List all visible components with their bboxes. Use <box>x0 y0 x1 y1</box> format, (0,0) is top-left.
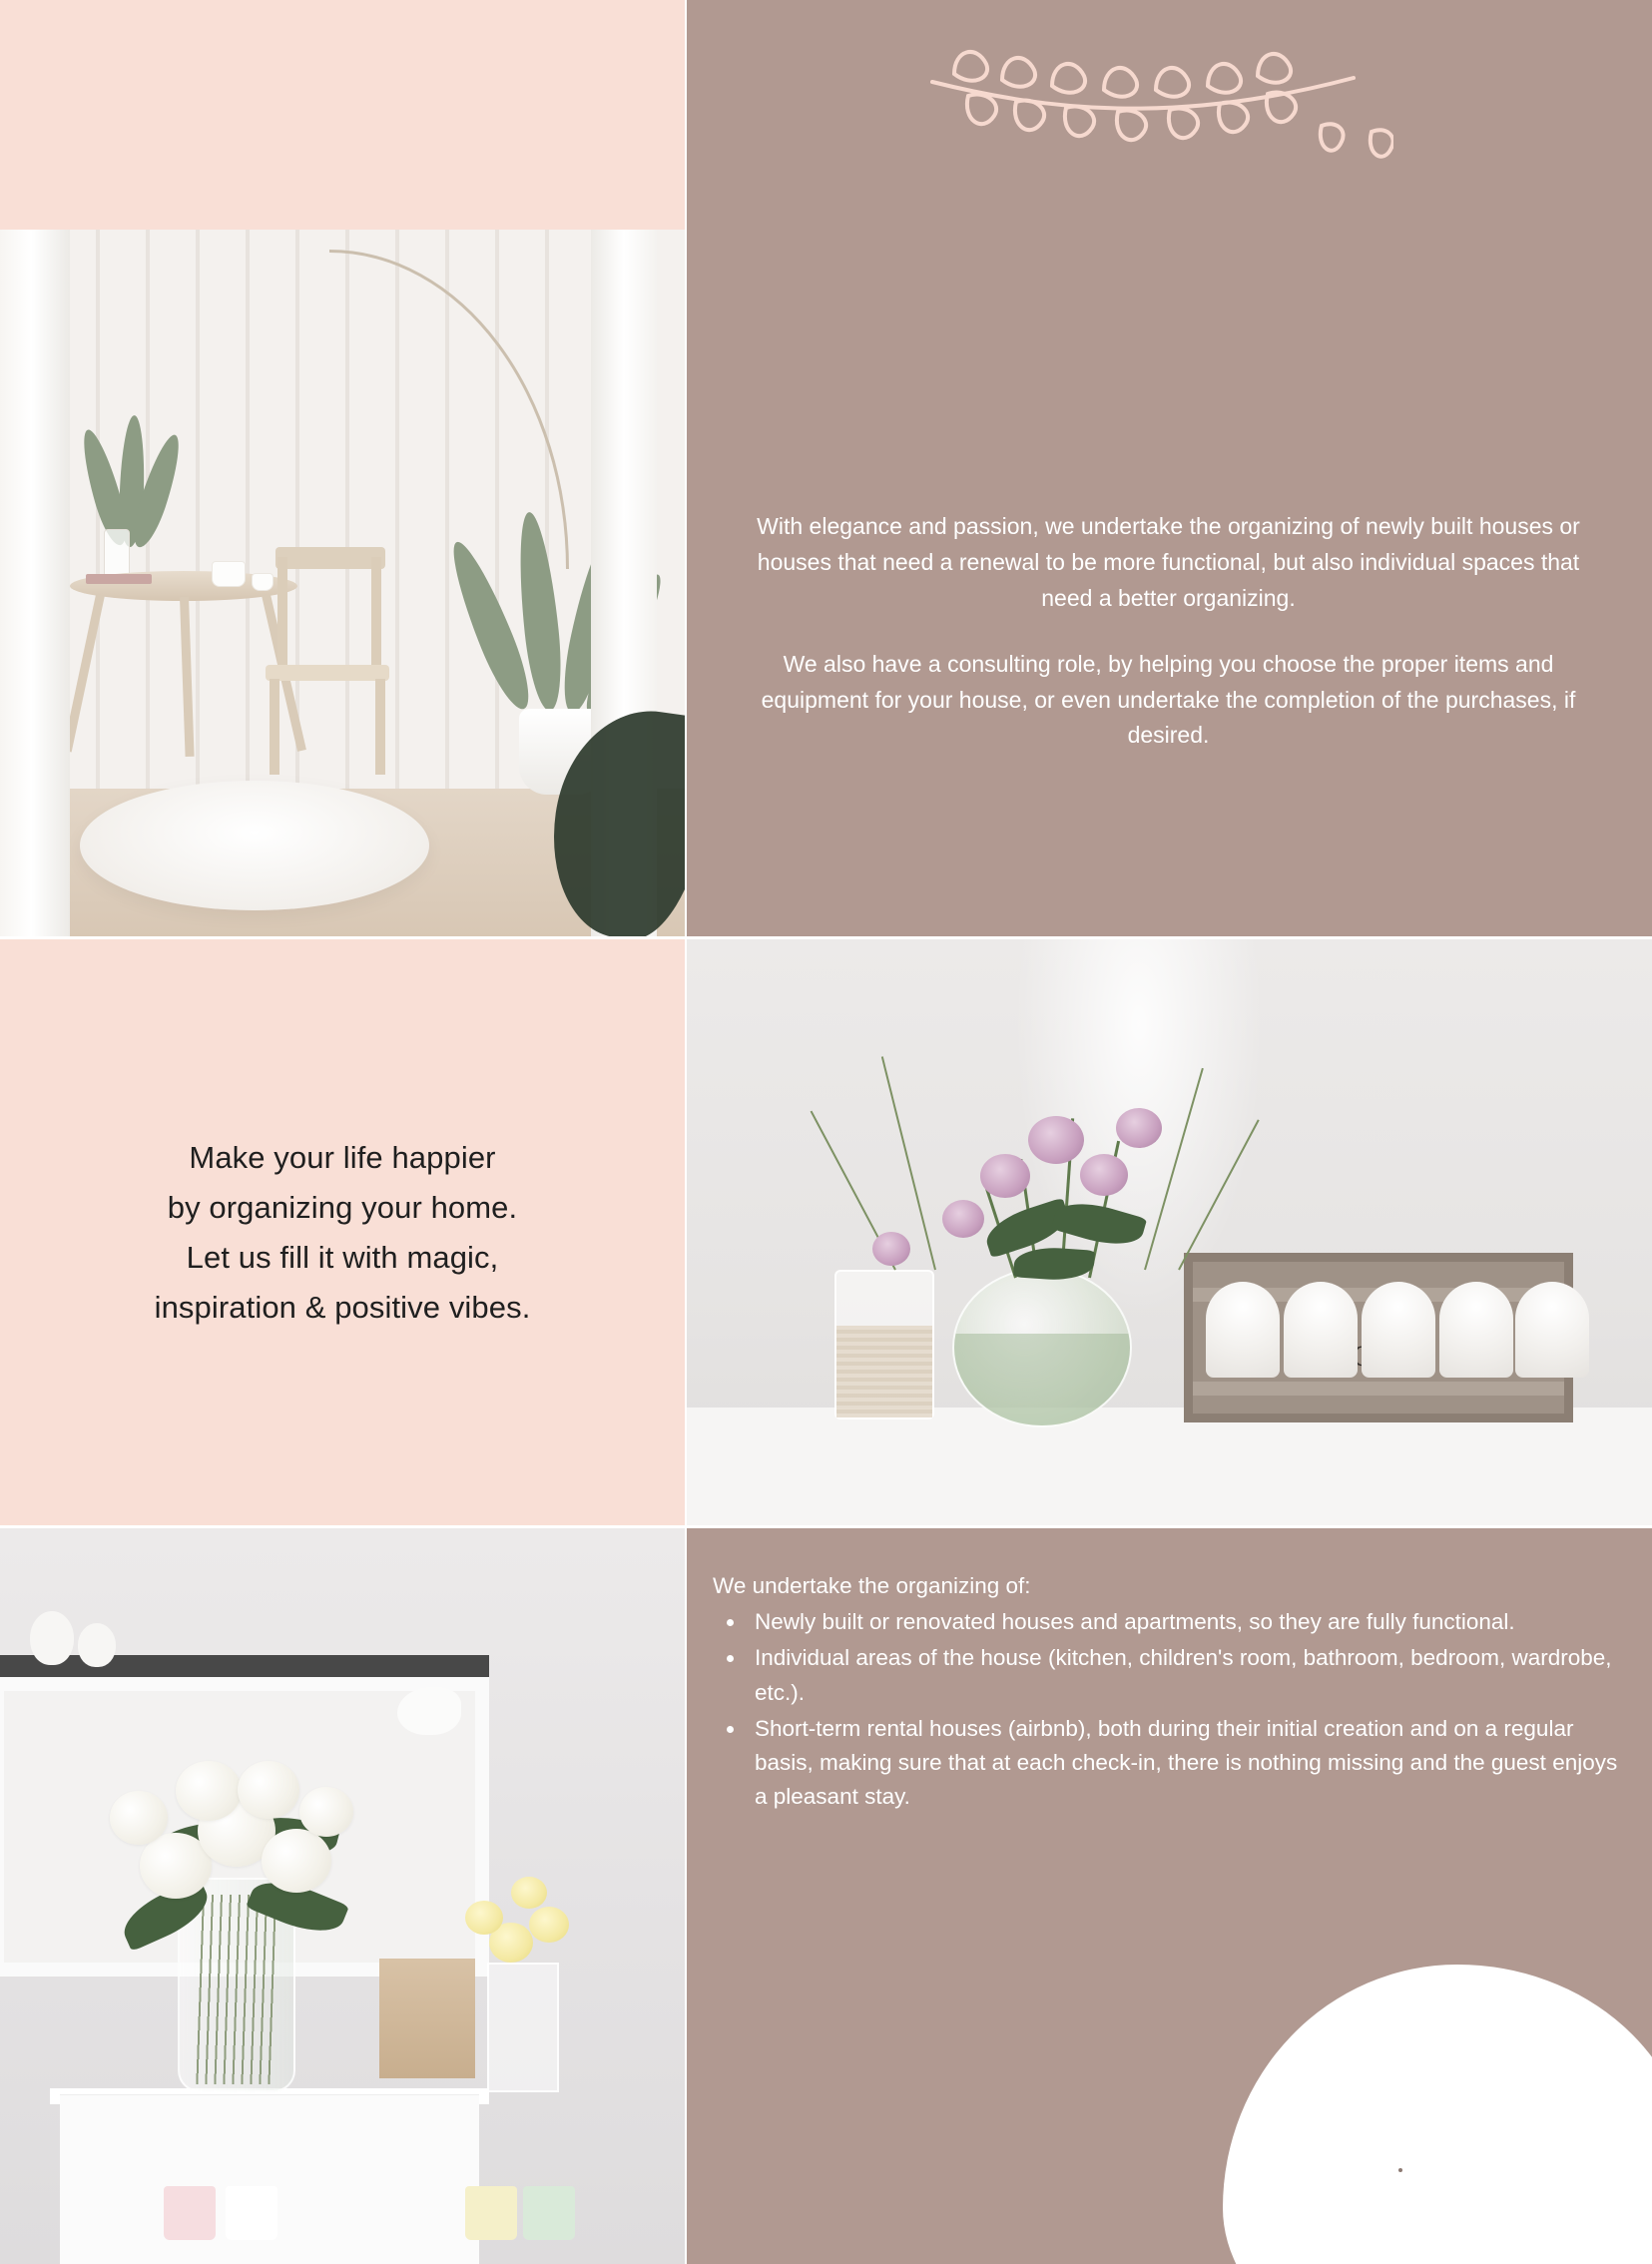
photo-dining-nook <box>0 230 685 938</box>
nook-curtain-left <box>0 230 70 938</box>
nook-chair-post <box>371 557 381 677</box>
olive-branch-icon <box>924 30 1393 200</box>
photo-white-roses-console <box>0 1527 685 2264</box>
services-list <box>747 1605 1631 1814</box>
crate-slat <box>1193 1382 1564 1396</box>
flowers-yellow-ranunculus <box>529 1907 569 1943</box>
clover-flower <box>980 1154 1030 1198</box>
intro-paragraph-2: We also have a consulting role, by helping you choose the proper items and equipment for your house, or even undertake the completion of the purchases, if desired. <box>761 650 1576 749</box>
flowers-candle-yellow <box>465 2186 517 2240</box>
quote-line-2: by organizing your home. <box>167 1189 518 1225</box>
clover-flower <box>1028 1116 1084 1164</box>
nook-chair-seat <box>266 665 389 681</box>
blush-top-band <box>0 0 685 230</box>
rolled-towel <box>1362 1282 1435 1378</box>
nook-chair-post <box>277 557 287 677</box>
list-item: • Short-term rental houses (airbnb), both during their initial creation and on a regular basis, making sure that at each check-in, there is nothing missing and the guest enjoys a pleasant stay. <box>747 1712 1631 1815</box>
nook-chair-leg <box>270 679 279 775</box>
services-panel <box>685 1527 1652 2264</box>
towels-glass-bowl <box>952 1268 1132 1427</box>
quote-line-4: inspiration & positive vibes. <box>154 1290 531 1326</box>
nook-round-rug <box>80 781 429 910</box>
quote-panel <box>0 938 685 1527</box>
flowers-kraft-bag <box>379 1959 475 2078</box>
services-lead: We undertake the organizing of: <box>713 1573 1031 1598</box>
flowers-ceramic-bird <box>397 1687 461 1735</box>
quote-line-1: Make your life happier <box>189 1139 496 1175</box>
flowers-yellow-ranunculus <box>465 1901 503 1935</box>
quote-text <box>155 1133 531 1334</box>
intro-copy <box>685 509 1652 754</box>
flowers-mantel-shelf <box>0 1655 489 1677</box>
jar-contents <box>836 1326 932 1417</box>
nook-teapot <box>212 561 246 587</box>
photo-towels-in-crate <box>685 938 1652 1527</box>
flowers-candle-white <box>226 2186 277 2240</box>
towels-counter <box>685 1408 1652 1527</box>
white-blob-shape <box>1223 1965 1652 2264</box>
rolled-towel <box>1206 1282 1280 1378</box>
intro-panel <box>685 0 1652 938</box>
services-copy <box>713 1569 1631 1816</box>
rolled-towel <box>1515 1282 1589 1378</box>
list-item: • Individual areas of the house (kitchen, children's room, bathroom, bedroom, wardrobe, etc.). <box>747 1641 1631 1709</box>
flowers-candle-green <box>523 2186 575 2240</box>
column-divider <box>685 0 687 2264</box>
flowers-white-rose <box>110 1791 168 1845</box>
list-item: • Newly built or renovated houses and apartments, so they are fully functional. <box>747 1605 1631 1639</box>
quote-line-3: Let us fill it with magic, <box>186 1240 499 1275</box>
flowers-stems <box>196 1895 275 2084</box>
rolled-towel <box>1284 1282 1358 1378</box>
flowers-white-rose <box>238 1761 299 1819</box>
clover-flower <box>1080 1154 1128 1196</box>
row-divider-top <box>0 936 1652 939</box>
flowers-yellow-ranunculus <box>511 1877 547 1909</box>
decorative-dot <box>1398 2168 1402 2172</box>
row-divider-bottom <box>0 1525 1652 1528</box>
intro-paragraph-1: With elegance and passion, we undertake the organizing of newly built houses or houses that need a renewal to be more functional, but also individual spaces that need a better organizing. <box>757 513 1580 611</box>
flowers-white-rose <box>299 1787 353 1837</box>
flowers-white-rose <box>176 1761 242 1821</box>
clover-flower <box>942 1200 984 1238</box>
bowl-water <box>954 1334 1130 1425</box>
towels-glass-jar <box>834 1270 934 1419</box>
nook-chair <box>260 547 399 767</box>
nook-chair-back <box>275 547 385 569</box>
flowers-ceramic-pear <box>30 1611 74 1665</box>
flowers-small-vase <box>487 1963 559 2092</box>
flowers-candle-pink <box>164 2186 216 2240</box>
nook-book <box>86 574 152 584</box>
rolled-towel <box>1439 1282 1513 1378</box>
clover-flower <box>1116 1108 1162 1148</box>
flowers-ceramic-pear <box>78 1623 116 1667</box>
flowers-white-rose <box>262 1829 331 1893</box>
clover-flower <box>872 1232 910 1266</box>
nook-chair-leg <box>375 679 385 775</box>
